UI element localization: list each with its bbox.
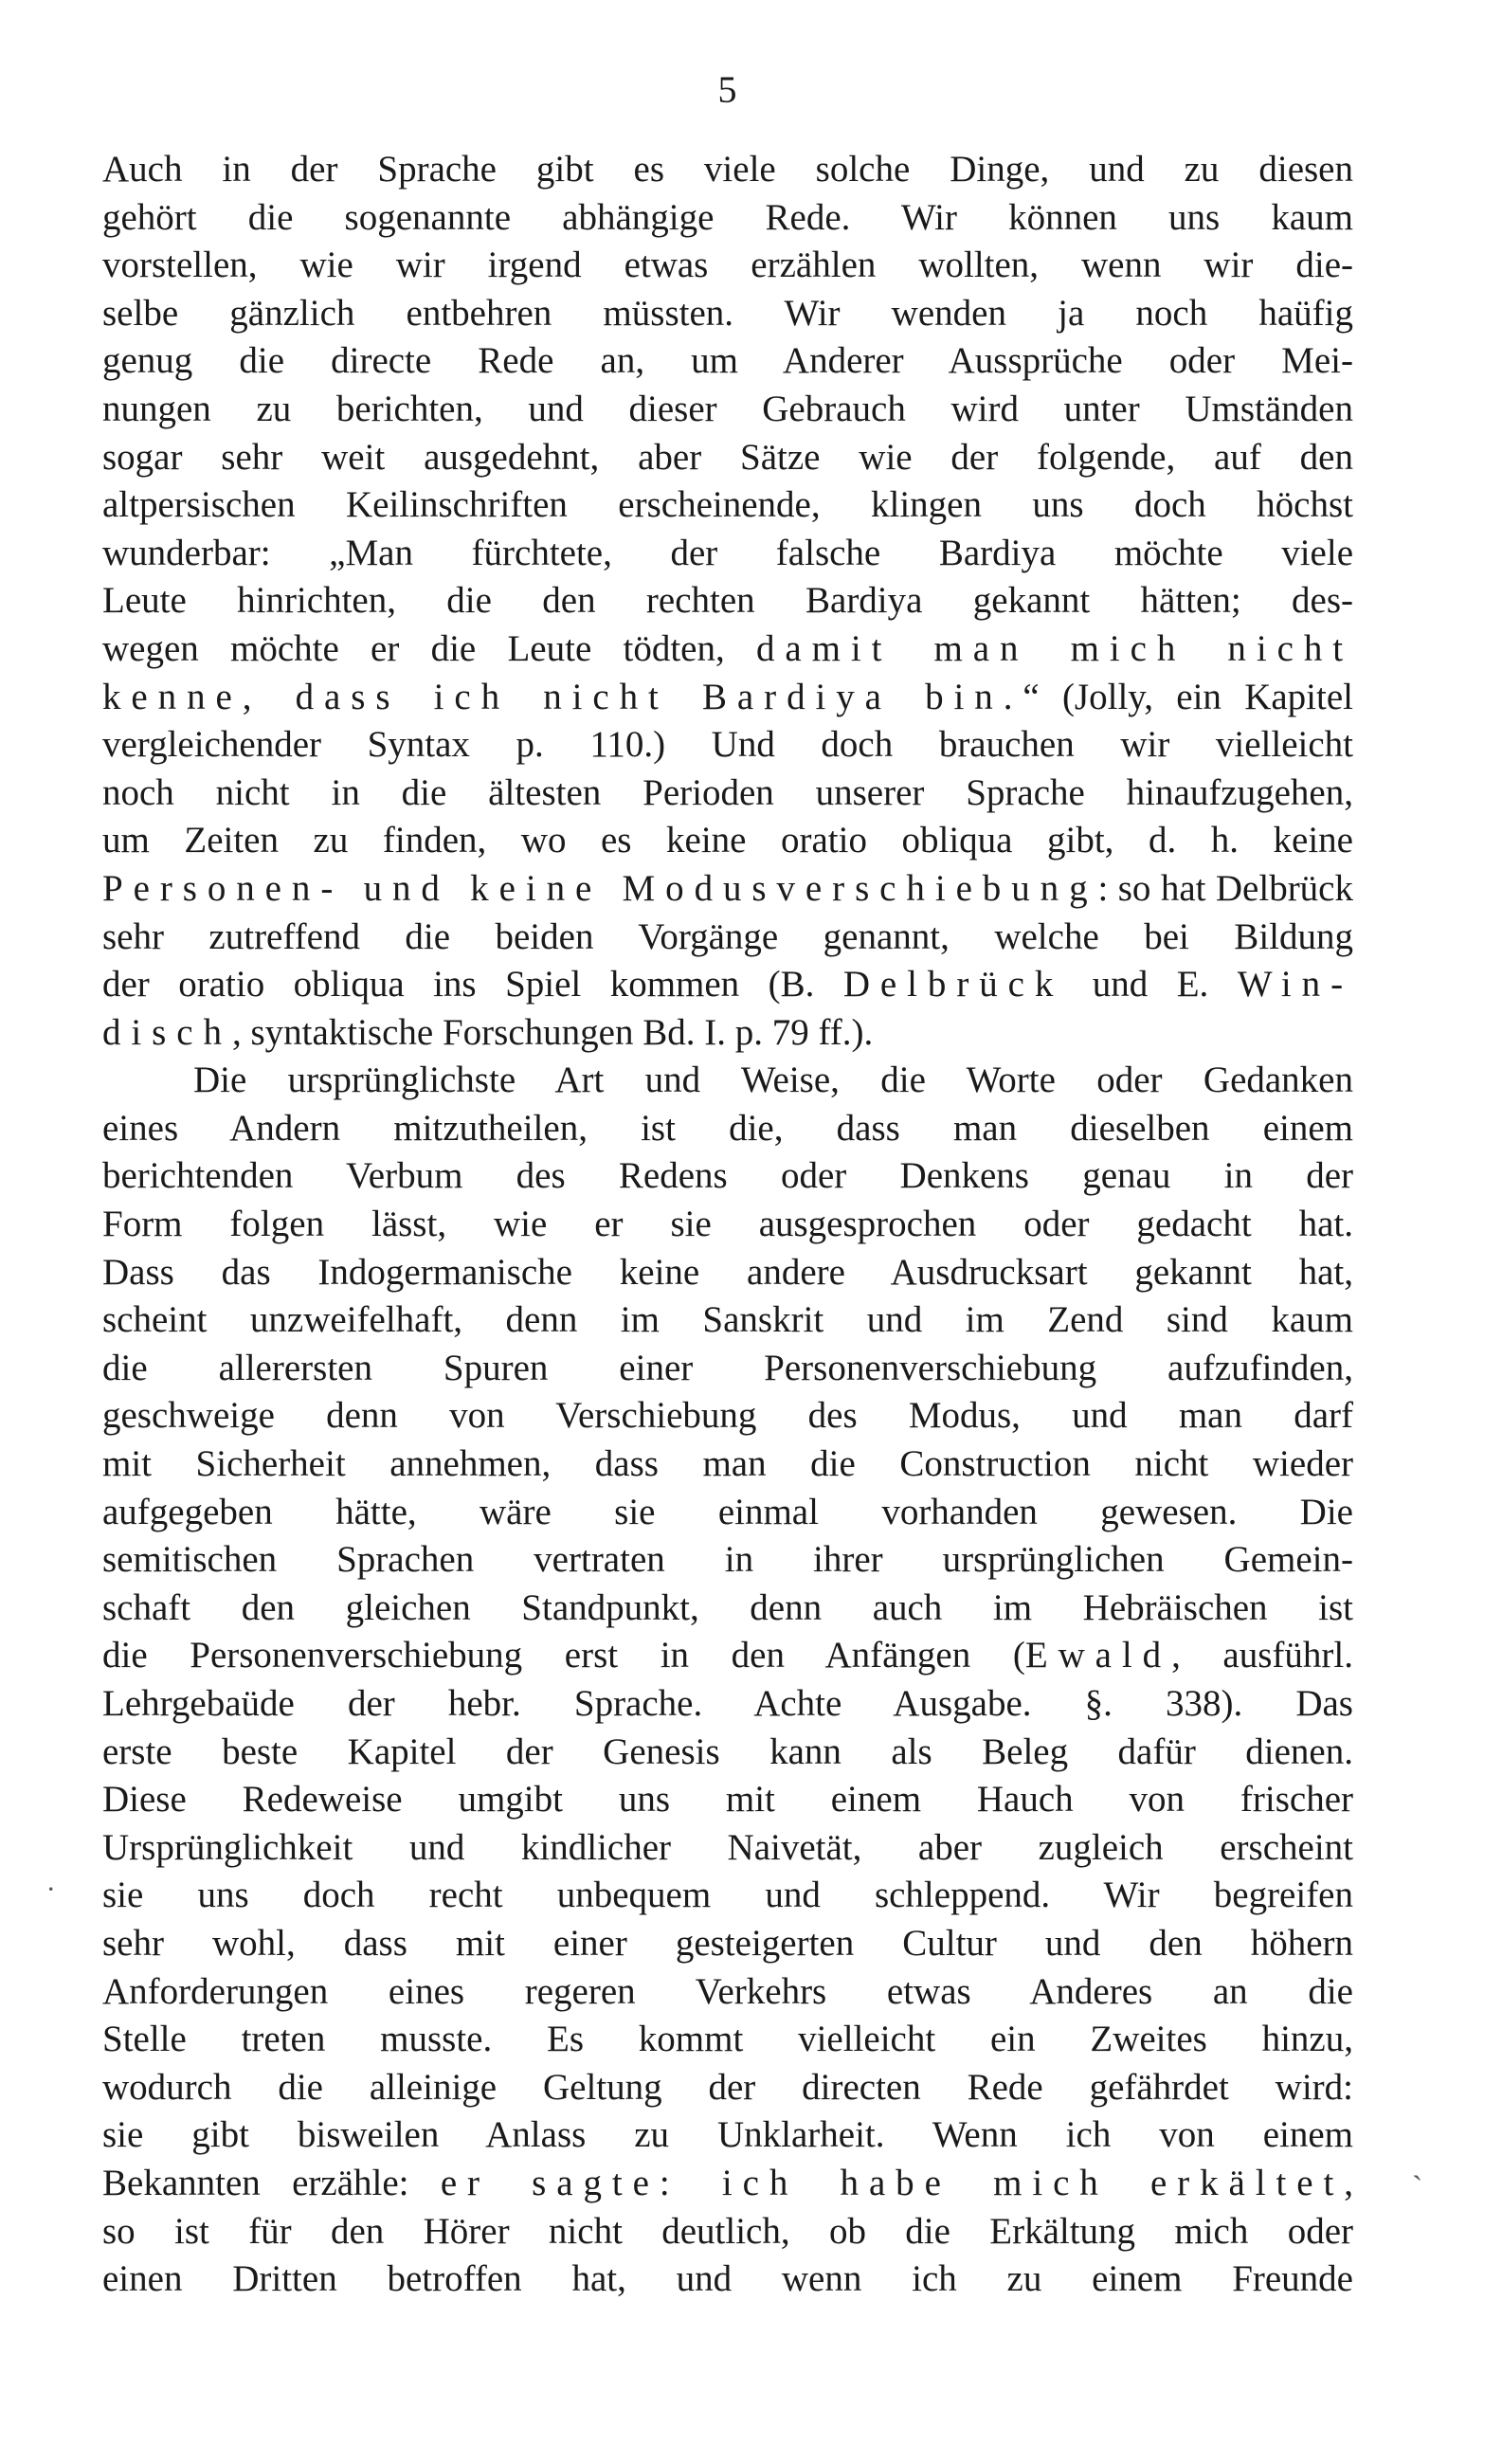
- text-line: [102, 1392, 1353, 1440]
- text-line: [102, 1536, 1353, 1585]
- text-run: nungen zu berichten, und dieser Gebrauch wird unter Umständen: [102, 388, 1353, 429]
- text-line: [102, 1249, 1353, 1297]
- text-run: Die ursprünglichste Art und Weise, die Worte oder Gedanken: [193, 1060, 1353, 1101]
- text-line: [102, 1968, 1353, 2017]
- text-run: so ist für den Hörer nicht deutlich, ob die Erkältung mich oder: [102, 2210, 1353, 2252]
- text-run: noch nicht in die ältesten Perioden unserer Sprache hinaufzugehen,: [102, 771, 1353, 813]
- text-line: [102, 1009, 1353, 1058]
- spaced-text: Personen- und keine Modusverschiebung: [102, 867, 1098, 909]
- text-line: [102, 2016, 1353, 2064]
- text-line: [102, 961, 1353, 1009]
- text-run: geschweige denn von Verschiebung des Modus, und man darf: [102, 1395, 1353, 1437]
- spaced-text: damit man mich nicht: [755, 627, 1353, 669]
- text-run: vergleichender Syntax p. 110.) Und doch brauchen wir vielleicht: [102, 724, 1353, 766]
- text-line: [102, 386, 1353, 434]
- page: [102, 66, 1353, 2304]
- paragraph-2: [102, 1057, 1353, 2303]
- text-run: Diese Redeweise umgibt uns mit einem Hauch von frischer: [102, 1779, 1353, 1821]
- margin-mark-left: ˙: [45, 1881, 57, 1916]
- text-line: [102, 1440, 1353, 1489]
- author-name: Delbrück: [842, 964, 1064, 1006]
- page-number: 5: [717, 68, 738, 111]
- text-run: Bekannten erzähle:: [102, 2162, 441, 2203]
- margin-mark-right: `: [1412, 2170, 1423, 2205]
- text-run: altpersischen Keilinschriften erscheinende, klingen uns doch höchst: [102, 484, 1353, 526]
- spaced-text: er sagte: ich habe mich erkältet: [440, 2162, 1345, 2203]
- text-run: Form folgen lässt, wie er sie ausgesprochen oder gedacht hat.: [102, 1204, 1353, 1245]
- text-line: [102, 434, 1353, 482]
- text-run: eines Andern mitzutheilen, ist die, dass man dieselben einem: [102, 1107, 1353, 1149]
- text-run: vorstellen, wie wir irgend etwas erzählen wollten, wenn wir die-: [102, 245, 1353, 286]
- text-line: [102, 2160, 1353, 2208]
- text-line: [102, 2208, 1353, 2256]
- text-run: einen Dritten betroffen hat, und wenn ich zu einem Freunde: [102, 2258, 1353, 2300]
- text-line: [102, 1201, 1353, 1249]
- text-run: semitischen Sprachen vertraten in ihrer ursprünglichen Gemein-: [102, 1539, 1353, 1581]
- text-run: die Personenverschiebung erst in den Anfängen (: [102, 1635, 1025, 1676]
- text-line: [102, 1345, 1353, 1393]
- text-line: [102, 914, 1353, 962]
- text-run: die allerersten Spuren einer Personenverschiebung aufzufinden,: [102, 1347, 1353, 1388]
- text-line: [102, 625, 1353, 674]
- text-line: [102, 146, 1353, 194]
- text-run: , ausführl.: [1171, 1635, 1353, 1676]
- text-line: [102, 337, 1353, 386]
- author-name: disch: [102, 1011, 232, 1053]
- text-run: schaft den gleichen Standpunkt, denn auch im Hebräischen ist: [102, 1586, 1353, 1628]
- text-run: Lehrgebaüde der hebr. Sprache. Achte Ausgabe. §. 338). Das: [102, 1683, 1353, 1724]
- text-line: [102, 2256, 1353, 2304]
- spaced-text: kenne, dass ich nicht Bardiya bin.: [102, 676, 1023, 717]
- text-run: Stelle treten musste. Es kommt vielleicht ein Zweites hinzu,: [102, 2019, 1353, 2060]
- text-line: [102, 1872, 1353, 1920]
- text-line: [102, 2064, 1353, 2112]
- text-run: sehr wohl, dass mit einer gesteigerten Cultur und den höhern: [102, 1922, 1353, 1964]
- author-name: Win-: [1237, 964, 1353, 1006]
- text-line: [102, 1729, 1353, 1777]
- text-line: [102, 674, 1353, 722]
- text-line: [102, 2111, 1353, 2160]
- text-line: [102, 865, 1353, 914]
- text-run: wunderbar: „Man fürchtete, der falsche Bardiya möchte viele: [102, 532, 1353, 573]
- text-line: [102, 1585, 1353, 1633]
- text-line: [102, 770, 1353, 818]
- text-line: [102, 1680, 1353, 1729]
- text-run: sie uns doch recht unbequem und schleppend. Wir begreifen: [102, 1875, 1353, 1916]
- author-name: Ewald: [1024, 1635, 1172, 1676]
- text-line: [102, 1057, 1353, 1105]
- text-run: Auch in der Sprache gibt es viele solche Dinge, und zu diesen: [102, 149, 1353, 190]
- text-line: [102, 1632, 1353, 1680]
- text-line: [102, 817, 1353, 865]
- text-line: [102, 1296, 1353, 1345]
- text-line: [102, 1776, 1353, 1824]
- text-run: genug die directe Rede an, um Anderer Aussprüche oder Mei-: [102, 340, 1353, 382]
- text-run: Anforderungen eines regeren Verkehrs etwas Anderes an die: [102, 1970, 1353, 2012]
- text-line: [102, 290, 1353, 338]
- text-run: , syntaktische Forschungen Bd. I. p. 79 ff.).: [231, 1011, 874, 1053]
- text-line: [102, 1824, 1353, 1873]
- text-run: ,: [1344, 2162, 1353, 2203]
- text-run: erste beste Kapitel der Genesis kann als Beleg dafür dienen.: [102, 1730, 1353, 1772]
- body-text: [102, 146, 1353, 2304]
- text-line: [102, 530, 1353, 578]
- text-run: wegen möchte er die Leute tödten,: [102, 627, 756, 669]
- text-run: um Zeiten zu finden, wo es keine oratio obliqua gibt, d. h. keine: [102, 820, 1353, 861]
- text-run: sehr zutreffend die beiden Vorgänge genannt, welche bei Bildung: [102, 915, 1353, 957]
- text-run: Ursprünglichkeit und kindlicher Naivetät, aber zugleich erscheint: [102, 1826, 1353, 1868]
- text-run: selbe gänzlich entbehren müssten. Wir wenden ja noch haüfig: [102, 292, 1353, 334]
- text-run: Leute hinrichten, die den rechten Bardiya gekannt hätten; des-: [102, 580, 1353, 622]
- text-line: [102, 194, 1353, 243]
- text-line: [102, 1152, 1353, 1201]
- text-line: [102, 577, 1353, 625]
- text-run: mit Sicherheit annehmen, dass man die Construction nicht wieder: [102, 1443, 1353, 1485]
- text-line: [102, 481, 1353, 530]
- text-line: [102, 1105, 1353, 1153]
- text-run: gehört die sogenannte abhängige Rede. Wir können uns kaum: [102, 196, 1353, 238]
- text-run: der oratio obliqua ins Spiel kommen (B.: [102, 964, 843, 1006]
- text-run: sie gibt bisweilen Anlass zu Unklarheit. Wenn ich von einem: [102, 2114, 1353, 2156]
- text-run: : so hat Delbrück: [1097, 867, 1353, 909]
- text-run: scheint unzweifelhaft, denn im Sanskrit und im Zend sind kaum: [102, 1299, 1353, 1341]
- text-run: aufgegeben hätte, wäre sie einmal vorhanden gewesen. Die: [102, 1491, 1353, 1532]
- text-line: [102, 1920, 1353, 1968]
- text-run: sogar sehr weit ausgedehnt, aber Sätze wie der folgende, auf den: [102, 436, 1353, 478]
- text-run: “ (Jolly, ein Kapitel: [1022, 676, 1353, 717]
- text-line: [102, 721, 1353, 770]
- text-run: und E.: [1063, 964, 1238, 1006]
- text-line: [102, 242, 1353, 290]
- paragraph-1: [102, 146, 1353, 1057]
- text-run: wodurch die alleinige Geltung der directen Rede gefährdet wird:: [102, 2066, 1353, 2108]
- text-line: [102, 1489, 1353, 1537]
- text-run: berichtenden Verbum des Redens oder Denkens genau in der: [102, 1155, 1353, 1197]
- text-run: Dass das Indogermanische keine andere Ausdrucksart gekannt hat,: [102, 1251, 1353, 1293]
